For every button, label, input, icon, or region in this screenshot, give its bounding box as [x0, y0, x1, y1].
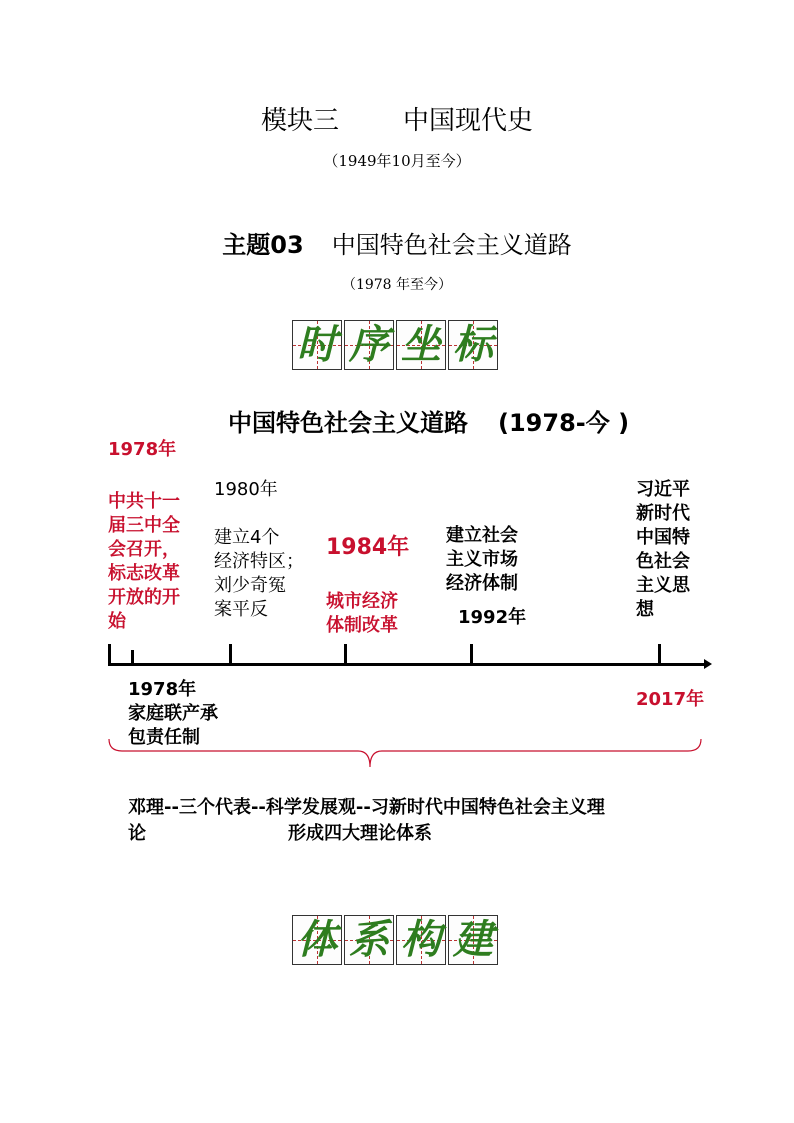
event-1984-year: 1984年: [326, 535, 410, 560]
timeline-axis: [108, 663, 708, 666]
timeline-coordinates-banner: [292, 320, 498, 370]
event-1978-desc: 中共十一 届三中全 会召开， 标志改革 开放的开 始: [108, 491, 180, 632]
module-label: 模块三: [260, 106, 339, 136]
timeline-title: 中国特色社会主义道路 (1978-今 ): [228, 409, 630, 437]
axis-tick: [229, 644, 232, 666]
banner-char-box: 构: [396, 915, 446, 965]
event-1984-desc: 城市经济 体制改革: [326, 591, 398, 636]
module-name: 中国现代史: [403, 106, 534, 136]
topic-title: [0, 225, 794, 260]
event-1980-year: 1980年: [214, 479, 278, 500]
axis-arrow-icon: [704, 659, 712, 669]
banner-char-box: 标: [448, 320, 498, 370]
topic-label: 主题03: [222, 231, 304, 259]
event-2017-year: 2017年: [636, 689, 705, 710]
axis-tick: [658, 644, 661, 666]
axis-tick: [131, 650, 134, 666]
banner-char-box: 序: [344, 320, 394, 370]
curly-brace-icon: [108, 737, 702, 773]
axis-tick: [108, 644, 111, 666]
module-title: [0, 100, 794, 137]
event-2017-desc: 习近平 新时代 中国特 色社会 主义思 想: [636, 479, 690, 620]
summary-line1: 邓理--三个代表--科学发展观--习新时代中国特色社会主义理: [128, 797, 605, 818]
banner-char-box: 体: [292, 915, 342, 965]
banner-char-box: 系: [344, 915, 394, 965]
system-construction-banner: [292, 915, 498, 965]
summary-line2-b: 形成四大理论体系: [288, 823, 432, 844]
event-1978b-year: 1978年: [128, 679, 197, 700]
topic-range: （1978 年至今）: [341, 277, 453, 293]
event-1992-year: 1992年: [458, 607, 527, 628]
axis-tick: [344, 644, 347, 666]
topic-name: 中国特色社会主义道路: [331, 231, 572, 259]
banner-char-box: 建: [448, 915, 498, 965]
event-1980-desc: 建立4个 经济特区； 刘少奇冤 案平反: [214, 527, 304, 620]
event-1992-desc: 建立社会 主义市场 经济体制: [446, 525, 518, 594]
event-1978-year: 1978年: [108, 439, 177, 460]
event-1978b-desc: 家庭联产承 包责任制: [128, 703, 218, 748]
timeline-range: (1978-今 ): [498, 409, 630, 437]
summary-line2-a: 论: [128, 823, 146, 844]
banner-char-box: 时: [292, 320, 342, 370]
banner-char-box: 坐: [396, 320, 446, 370]
axis-tick: [470, 644, 473, 666]
module-range: （1949年10月至今）: [323, 152, 471, 170]
